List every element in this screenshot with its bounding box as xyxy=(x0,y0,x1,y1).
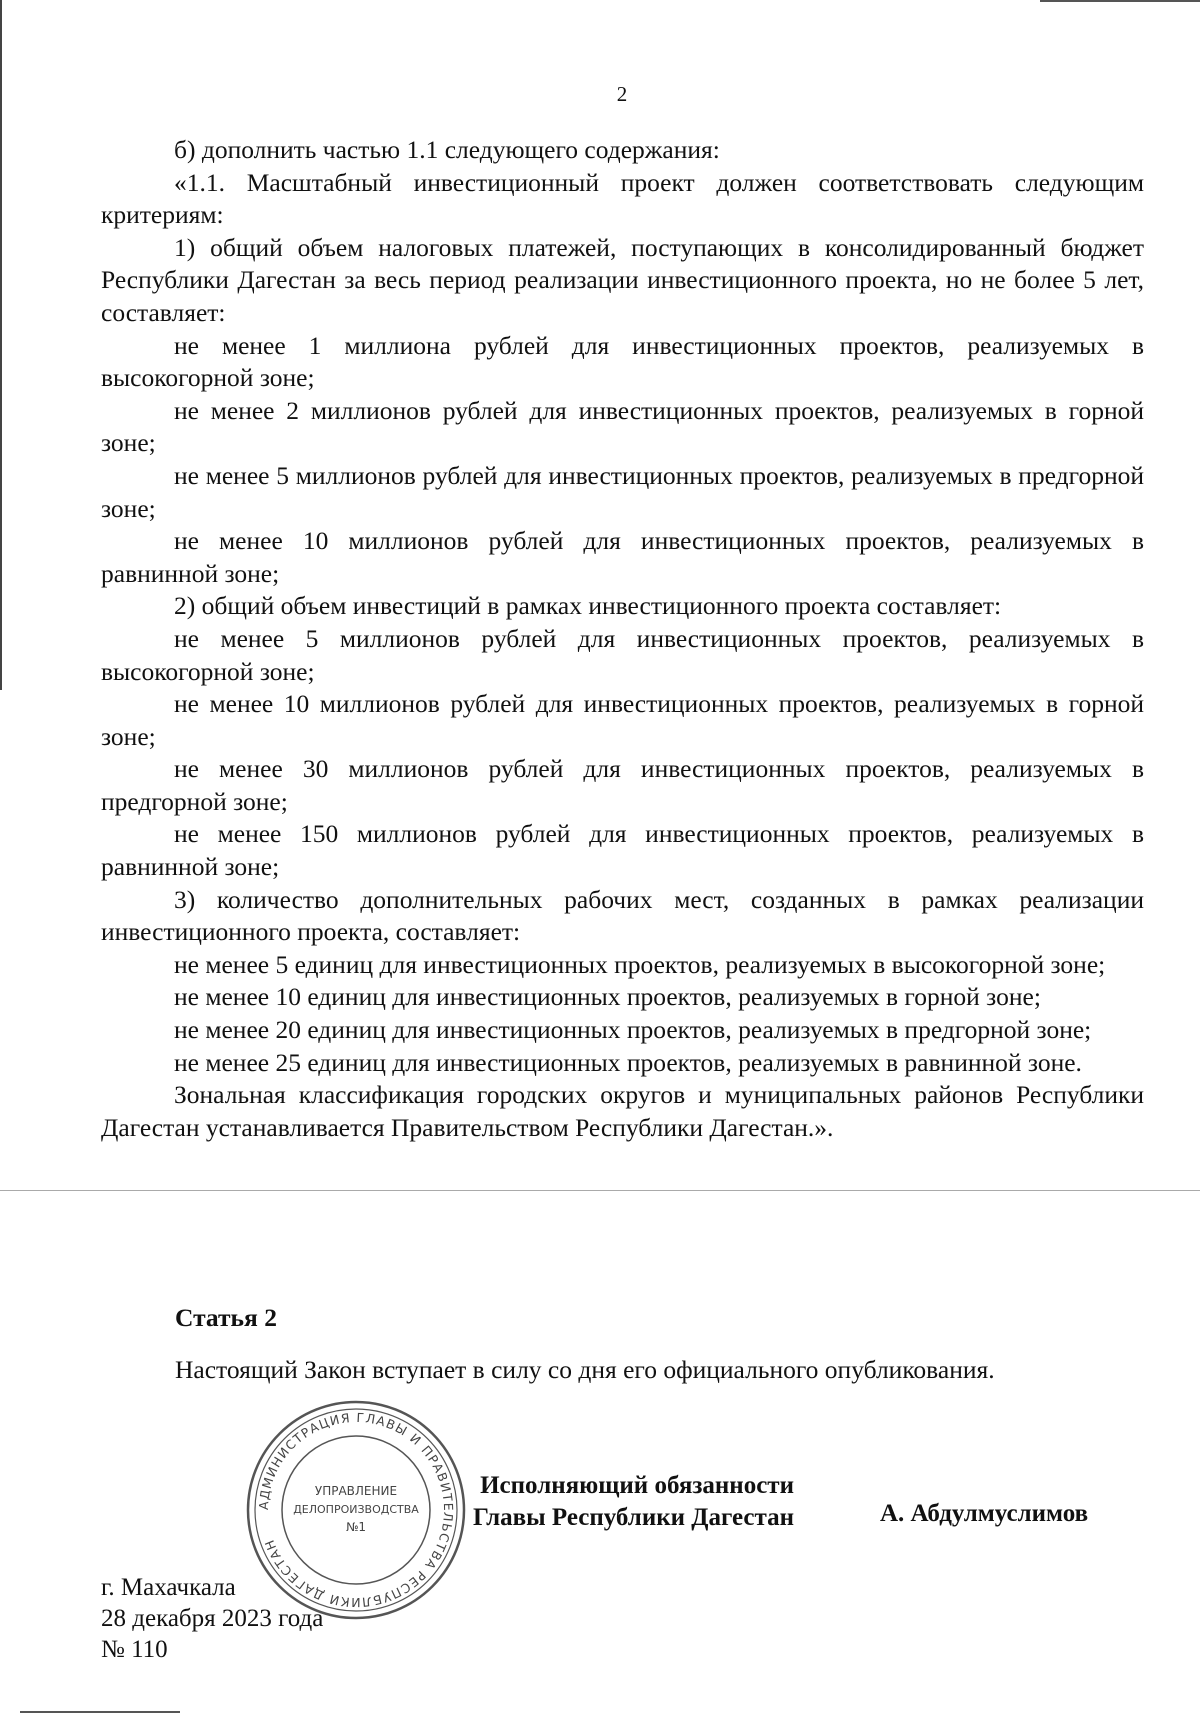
page-number: 2 xyxy=(616,82,628,106)
paragraph: не менее 30 миллионов рублей для инвестиционных проектов, реализуемых в предгорной зоне; xyxy=(101,754,1144,816)
scan-artifact-line xyxy=(1040,0,1200,2)
paragraph: не менее 5 миллионов рублей для инвестиционных проектов, реализуемых в высокогорной зоне; xyxy=(101,623,1144,686)
paragraph: «1.1. Масштабный инвестиционный проект должен соответствовать следующим критериям: xyxy=(101,167,1144,230)
document-number: № 110 xyxy=(101,1636,168,1663)
place: г. Махачкала xyxy=(101,1574,236,1601)
paragraph: 2) общий объем инвестиций в рамках инвестиционного проекта составляет: xyxy=(174,591,1002,621)
paragraph: не менее 10 миллионов рублей для инвестиционных проектов, реализуемых в горной зоне; xyxy=(101,689,1144,751)
signatory-name: А. Абдулмуслимов xyxy=(880,1500,1089,1527)
paragraph: Зональная классификация городских округов и муниципальных районов Республики Дагестан устанавливается Правительством Республики Дагестан.». xyxy=(101,1080,1144,1142)
paragraph: 3) количество дополнительных рабочих мест, созданных в рамках реализации инвестиционного проекта, составляет: xyxy=(101,884,1144,947)
paragraph: не менее 5 миллионов рублей для инвестиционных проектов, реализуемых в предгорной зоне; xyxy=(101,460,1144,523)
paragraph: не менее 150 миллионов рублей для инвестиционных проектов, реализуемых в равнинной зоне; xyxy=(101,819,1144,882)
paragraph: не менее 1 миллиона рублей для инвестиционных проектов, реализуемых в высокогорной зоне; xyxy=(101,330,1144,393)
svg-text:АДМИНИСТРАЦИЯ ГЛАВЫ И ПРАВИТЕЛ: АДМИНИСТРАЦИЯ ГЛАВЫ И ПРАВИТЕЛЬСТВА РЕСПУБЛИКИ ДАГЕСТАН xyxy=(255,1409,457,1611)
scan-artifact-line xyxy=(0,1190,1200,1191)
paragraph: 1) общий объем налоговых платежей, поступающих в консолидированный бюджет Республики Дагестан за весь период реализации инвестиционного проекта, но не более 5 лет, составляет: xyxy=(101,232,1144,327)
paragraph: не менее 2 миллионов рублей для инвестиционных проектов, реализуемых в горной зоне; xyxy=(101,395,1144,458)
paragraph: не менее 5 единиц для инвестиционных проектов, реализуемых в высокогорной зоне; xyxy=(174,949,1106,979)
article-title: Статья 2 xyxy=(175,1303,277,1332)
date: 28 декабря 2023 года xyxy=(101,1605,324,1632)
place-and-date xyxy=(101,1572,323,1665)
svg-text:№1: №1 xyxy=(345,1520,367,1534)
signatory-position-line: Исполняющий обязанности xyxy=(480,1472,794,1499)
paragraph: не менее 10 миллионов рублей для инвестиционных проектов, реализуемых в равнинной зоне; xyxy=(101,526,1144,588)
svg-text:УПРАВЛЕНИЕ: УПРАВЛЕНИЕ xyxy=(314,1484,398,1498)
signatory-position xyxy=(424,1470,794,1534)
paragraph: б) дополнить частью 1.1 следующего содержания: xyxy=(174,135,720,164)
scan-artifact-line xyxy=(20,1711,180,1713)
signatory-position-line: Главы Республики Дагестан xyxy=(473,1504,794,1531)
paragraph: не менее 25 единиц для инвестиционных проектов, реализуемых в равнинной зоне. xyxy=(174,1047,1082,1077)
paragraph: не менее 20 единиц для инвестиционных проектов, реализуемых в предгорной зоне; xyxy=(174,1015,1092,1045)
svg-text:ДЕЛОПРОИЗВОДСТВА: ДЕЛОПРОИЗВОДСТВА xyxy=(293,1503,419,1516)
effective-clause: Настоящий Закон вступает в силу со дня его официального опубликования. xyxy=(175,1355,995,1384)
paragraph: не менее 10 единиц для инвестиционных проектов, реализуемых в горной зоне; xyxy=(174,982,1041,1012)
document-body xyxy=(101,134,1144,1144)
